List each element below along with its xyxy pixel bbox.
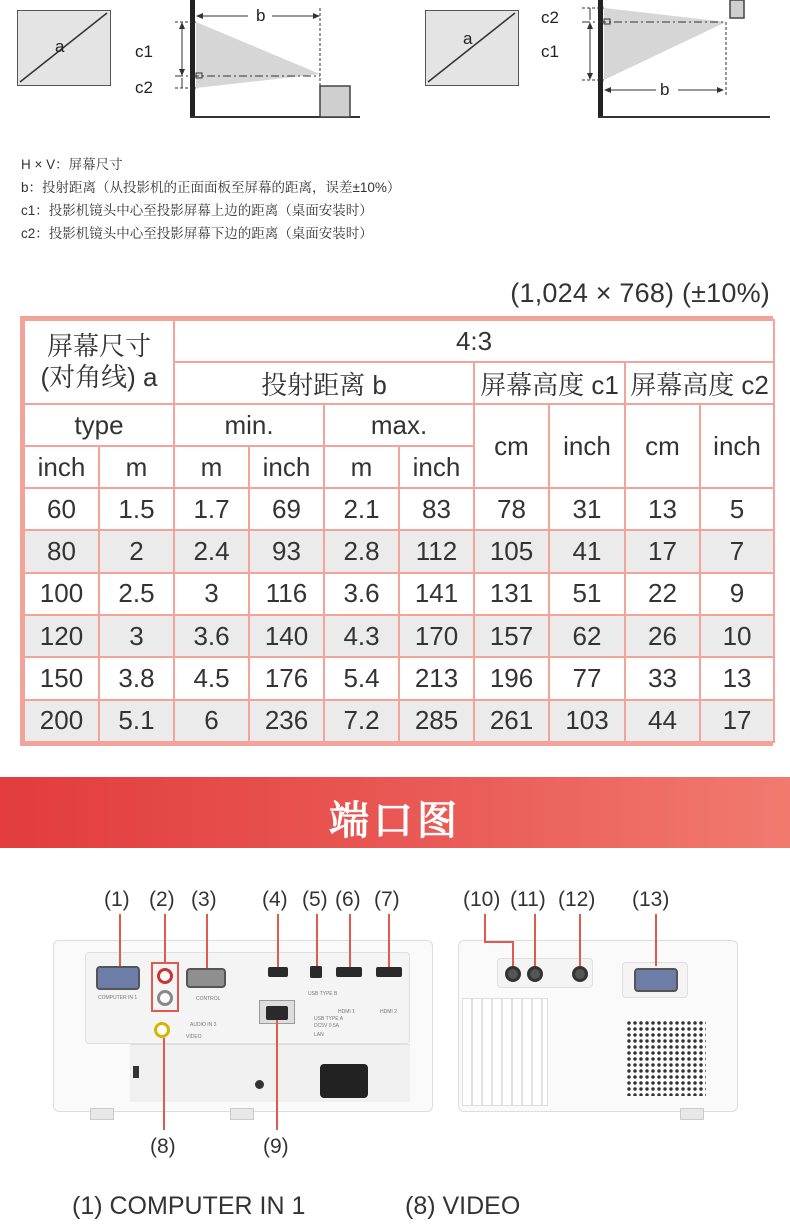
callout-line — [277, 914, 279, 967]
callout-line — [484, 914, 486, 942]
screen-size-label: a — [463, 29, 473, 48]
port-label-4: (4) — [262, 888, 288, 911]
table-cell: 1.7 — [174, 488, 249, 530]
table-cell: 120 — [24, 615, 99, 657]
table-cell: 3 — [99, 615, 174, 657]
b-label-left: b — [256, 6, 266, 25]
screen-size-header-text: 屏幕尺寸 — [47, 331, 152, 361]
foot-icon — [230, 1108, 254, 1120]
table-cell: 196 — [474, 657, 549, 699]
table-cell: 9 — [700, 573, 774, 615]
table-cell: 41 — [549, 530, 625, 572]
table-cell: 105 — [474, 530, 549, 572]
callout-line — [316, 914, 318, 966]
min-m-header: m — [174, 446, 249, 488]
legend-item-screen-size: H × V：屏幕尺寸 — [21, 157, 123, 172]
callout-line — [276, 1020, 278, 1130]
callout-line — [164, 914, 166, 962]
table-cell: 140 — [249, 615, 324, 657]
table-cell: 17 — [700, 700, 774, 742]
usb-b-port-icon — [310, 966, 322, 978]
throw-distance-table — [20, 316, 773, 746]
table-cell: 77 — [549, 657, 625, 699]
type-inch-header: inch — [24, 446, 99, 488]
lan-text: LAN — [314, 1032, 324, 1038]
table-cell: 44 — [625, 700, 700, 742]
screw-icon — [255, 1080, 264, 1089]
computer-in-2-port-icon — [634, 968, 678, 992]
table-cell: 100 — [24, 573, 99, 615]
type-header: type — [24, 404, 174, 446]
callout-line — [579, 914, 581, 966]
callout-line — [655, 914, 657, 966]
table-cell: 2.1 — [324, 488, 399, 530]
lower-panel-left — [130, 1044, 410, 1102]
port-label-10: (10) — [463, 888, 501, 911]
table-cell: 33 — [625, 657, 700, 699]
table-cell: 2.4 — [174, 530, 249, 572]
port-list-item-1: (1) COMPUTER IN 1 — [72, 1192, 306, 1220]
c1-label-left: c1 — [135, 42, 153, 61]
table-cell: 13 — [625, 488, 700, 530]
legend-item-c1: c1：投影机镜头中心至投影屏幕上边的距离（桌面安装时） — [21, 203, 373, 218]
max-inch-header: inch — [399, 446, 474, 488]
table-cell: 131 — [474, 573, 549, 615]
table-cell: 112 — [399, 530, 474, 572]
speaker-grille — [626, 1020, 706, 1096]
table-cell: 176 — [249, 657, 324, 699]
table-cell: 13 — [700, 657, 774, 699]
table-cell: 7 — [700, 530, 774, 572]
legend-item-c2: c2：投影机镜头中心至投影屏幕下边的距离（桌面安装时） — [21, 226, 373, 241]
lock-slot-icon — [133, 1066, 139, 1078]
table-cell: 17 — [625, 530, 700, 572]
callout-line — [534, 914, 536, 966]
port-list-item-8: (8) VIDEO — [405, 1192, 521, 1220]
table-cell: 213 — [399, 657, 474, 699]
table-row — [24, 530, 774, 572]
min-inch-header: inch — [249, 446, 324, 488]
callout-line — [163, 1038, 165, 1130]
hdmi-1-text: HDMI 1 — [338, 1009, 355, 1015]
c1-cm-header: cm — [474, 404, 549, 488]
table-cell: 3 — [174, 573, 249, 615]
table-cell: 78 — [474, 488, 549, 530]
table-cell: 26 — [625, 615, 700, 657]
table-cell: 285 — [399, 700, 474, 742]
projection-drawing-right — [560, 0, 790, 130]
port-label-13: (13) — [632, 888, 670, 911]
control-port-icon — [186, 968, 226, 988]
table-cell: 261 — [474, 700, 549, 742]
callout-line — [512, 941, 514, 966]
c1-header: 屏幕高度 c1 — [474, 362, 625, 404]
port-label-12: (12) — [558, 888, 596, 911]
vent-grille — [462, 998, 548, 1106]
computer-in-port-icon — [96, 966, 140, 990]
table-cell: 2.8 — [324, 530, 399, 572]
callout-line — [206, 914, 208, 968]
resolution-note: (1,024 × 768) (±10%) — [510, 278, 770, 308]
table-row — [24, 700, 774, 742]
foot-icon — [680, 1108, 704, 1120]
table-cell: 103 — [549, 700, 625, 742]
callout-line — [484, 941, 514, 943]
c1-label-right: c1 — [541, 42, 559, 61]
video-text: VIDEO — [186, 1034, 202, 1040]
max-m-header: m — [324, 446, 399, 488]
port-label-1: (1) — [104, 888, 130, 911]
video-port-icon — [154, 1022, 170, 1038]
table-cell: 116 — [249, 573, 324, 615]
b-label-right: b — [660, 80, 670, 99]
audio-out-port-icon — [572, 966, 588, 982]
table-row — [24, 573, 774, 615]
table-row — [24, 488, 774, 530]
table-cell: 60 — [24, 488, 99, 530]
diagonal-header-text: (对角线) a — [40, 362, 158, 392]
banner-title: 端口图 — [329, 799, 461, 843]
audio-port-icon — [157, 968, 173, 984]
section-banner — [0, 777, 790, 848]
c1-inch-header: inch — [549, 404, 625, 488]
c2-label-left: c2 — [135, 78, 153, 97]
table-cell: 2 — [99, 530, 174, 572]
table-cell: 69 — [249, 488, 324, 530]
callout-line — [388, 914, 390, 967]
port-label-2: (2) — [149, 888, 175, 911]
port-label-5: (5) — [302, 888, 328, 911]
port-label-8: (8) — [150, 1135, 176, 1158]
min-header: min. — [174, 404, 324, 446]
audio-in-1-port-icon — [505, 966, 521, 982]
table-cell: 1.5 — [99, 488, 174, 530]
power-inlet-icon — [320, 1064, 368, 1098]
table-cell: 141 — [399, 573, 474, 615]
table-cell: 93 — [249, 530, 324, 572]
screen-icon-left — [17, 10, 111, 86]
usb-a-text: USB TYPE A — [314, 1016, 344, 1022]
c2-label-right: c2 — [541, 8, 559, 27]
c2-header: 屏幕高度 c2 — [625, 362, 774, 404]
table-cell: 4.5 — [174, 657, 249, 699]
type-m-header: m — [99, 446, 174, 488]
screen-size-label: a — [55, 37, 65, 56]
table-cell: 170 — [399, 615, 474, 657]
audio-in-text: AUDIO IN 3 — [190, 1022, 217, 1028]
c2-cm-header: cm — [625, 404, 700, 488]
screen-size-header — [24, 320, 174, 404]
table-cell: 5 — [700, 488, 774, 530]
table-cell: 22 — [625, 573, 700, 615]
lan-port-icon — [266, 1006, 288, 1020]
table-cell: 83 — [399, 488, 474, 530]
table-cell: 150 — [24, 657, 99, 699]
table-cell: 3.6 — [324, 573, 399, 615]
aspect-header: 4:3 — [174, 320, 774, 362]
callout-line — [119, 914, 121, 966]
port-label-3: (3) — [191, 888, 217, 911]
port-label-7: (7) — [374, 888, 400, 911]
table-cell: 236 — [249, 700, 324, 742]
audio-in-2-port-icon — [527, 966, 543, 982]
hdmi-2-port-icon — [376, 967, 402, 977]
callout-line — [349, 914, 351, 967]
computer-in-text: COMPUTER IN 1 — [98, 995, 138, 1001]
table-cell: 157 — [474, 615, 549, 657]
port-label-9: (9) — [263, 1135, 289, 1158]
audio-port-icon — [157, 990, 173, 1006]
usb-a-port-icon — [268, 967, 288, 977]
throw-distance-header: 投射距离 b — [174, 362, 474, 404]
legend-item-throw-distance: b：投射距离（从投影机的正面面板至屏幕的距离，误差±10%） — [21, 180, 401, 195]
table-cell: 6 — [174, 700, 249, 742]
table-cell: 5.4 — [324, 657, 399, 699]
screen-icon-right — [425, 10, 519, 86]
table-cell: 51 — [549, 573, 625, 615]
table-row — [24, 657, 774, 699]
table-cell: 62 — [549, 615, 625, 657]
table-cell: 200 — [24, 700, 99, 742]
dc-text: DC5V 0.5A — [314, 1023, 340, 1029]
legend — [21, 153, 400, 245]
table-cell: 3.8 — [99, 657, 174, 699]
table-cell: 2.5 — [99, 573, 174, 615]
foot-icon — [90, 1108, 114, 1120]
usb-b-text: USB TYPE B — [308, 991, 338, 997]
table-cell: 3.6 — [174, 615, 249, 657]
table-cell: 10 — [700, 615, 774, 657]
table-cell: 80 — [24, 530, 99, 572]
port-label-11: (11) — [510, 888, 546, 911]
c2-inch-header: inch — [700, 404, 774, 488]
max-header: max. — [324, 404, 474, 446]
port-label-6: (6) — [335, 888, 361, 911]
table-cell: 31 — [549, 488, 625, 530]
table-cell: 4.3 — [324, 615, 399, 657]
control-text: CONTROL — [196, 996, 221, 1002]
table-row — [24, 615, 774, 657]
table-cell: 5.1 — [99, 700, 174, 742]
hdmi-2-text: HDMI 2 — [380, 1009, 397, 1015]
table-cell: 7.2 — [324, 700, 399, 742]
hdmi-1-port-icon — [336, 967, 362, 977]
